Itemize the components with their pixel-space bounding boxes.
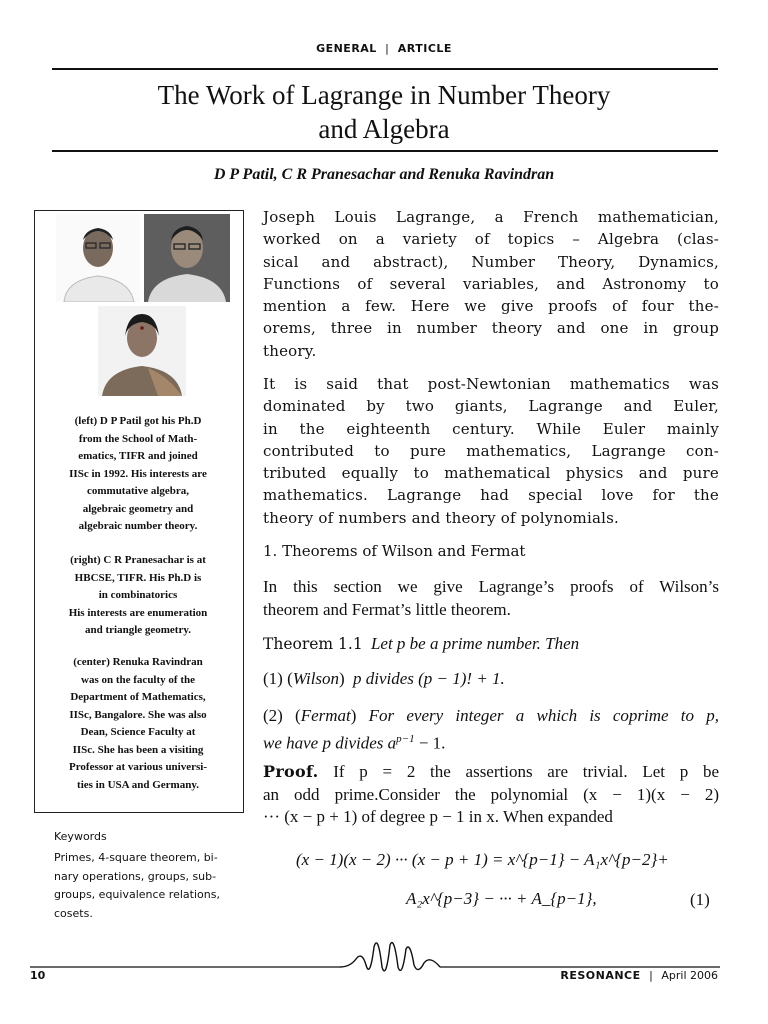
paragraph-line: It is said that post-Newtonian mathematics was [263,375,719,393]
item-text: we have p divides a [263,733,397,753]
bio-left-line: algebraic number theory. [78,520,198,532]
keywords-label: Keywords [54,830,107,843]
item-number: (2) [263,706,283,725]
bio-left-line: IISc in 1992. His interests are [69,467,207,480]
bio-right-line: HBCSE, TIFR. His Ph.D is [74,571,202,584]
keywords-list [54,849,246,923]
bio-right-line: (right) C R Pranesachar is at [70,554,206,566]
category-separator: | [385,42,390,55]
paragraph-line: theory. [263,341,317,360]
title-rule [52,150,718,152]
section-intro-paragraph [263,576,719,621]
theorem-label: Theorem 1.1 [263,635,363,653]
bio-center-line: IISc. She has been a visiting [72,743,204,756]
author-byline: D P Patil, C R Pranesachar and Renuka Ravindran [213,166,555,183]
bio-left-line: commutative algebra, [86,485,190,497]
paragraph-line: worked on a variety of topics – Algebra (clas- [263,230,719,249]
paragraph-line: Joseph Louis Lagrange, a French mathematician, [263,208,719,226]
keywords-line: cosets. [54,906,93,920]
bio-left-line: ematics, TIFR and joined [78,450,198,462]
title-line-2: and Algebra [318,114,450,144]
paragraph-line: theorem and Fermat’s little theorem. [263,599,511,619]
proof-paragraph [263,761,719,829]
author-photo-center [98,306,186,396]
item-number: (1) [263,669,283,688]
proof-line: ··· (x − p + 1) of degree p − 1 in x. When expanded [263,807,613,826]
bio-center-line: Dean, Science Faculty at [80,726,196,738]
header-rule [52,68,718,70]
bio-right-line: in combinatorics [98,589,178,601]
equation-number: (1) [690,890,710,909]
theorem-text: Let p be a prime number. Then [370,634,580,653]
bio-right-line: His interests are enumeration [68,606,208,619]
paragraph-line: theory of numbers and theory of polynomials. [263,508,619,527]
bio-left-line: (left) D P Patil got his Ph.D [74,415,202,427]
bio-center-line: Professor at various universi- [69,761,207,773]
bio-center-line: (center) Renuka Ravindran [73,656,203,668]
item-name: Fermat [300,706,351,725]
item-text: p divides (p − 1)! + 1. [352,669,505,688]
bio-center-line: was on the faculty of the [81,673,195,686]
paragraph-line: tributed equally to mathematical physics and pure [263,464,719,483]
journal-separator: | [649,969,653,982]
paragraph-line: dominated by two giants, Lagrange and Euler, [263,397,719,416]
item-text: − 1. [414,733,446,753]
category-label: GENERAL [316,42,377,55]
history-paragraph [263,373,719,529]
proof-line: If p = 2 the assertions are trivial. Let p be [333,762,720,781]
issue-date: April 2006 [661,969,718,982]
item-text: For every integer a which is coprime to p, [368,706,719,725]
bio-center-line: ties in USA and Germany. [77,778,199,791]
paragraph-line: mention a few. Here we give proofs of four the- [263,297,719,316]
paragraph-line: contributed to pure mathematics, Lagrange con- [263,441,719,460]
title-line-1: The Work of Lagrange in Number Theory [157,80,611,110]
author-photo-left [56,214,140,302]
journal-info [560,969,718,982]
keywords-line: Primes, 4-square theorem, bi- [54,851,218,864]
theorem-statement [263,633,719,656]
bio-center [52,654,224,794]
keywords-line: nary operations, groups, sub- [54,869,217,883]
equation-line-1: (x − 1)(x − 2) ··· (x − p + 1) = x^{p−1} − A₁x^{p−2}+ [296,850,669,869]
article-title [60,78,708,146]
bio-center-line: Department of Mathematics, [70,691,206,703]
paragraph-line: In this section we give Lagrange’s proofs of Wilson’s [263,577,719,596]
bio-left-line: algebraic geometry and [82,502,194,515]
proof-label: Proof. [263,762,319,781]
equation-line-2: A₂x^{p−3} − ··· + A_{p−1}, [406,889,597,908]
page-number: 10 [30,969,46,982]
bio-right-line: and triangle geometry. [84,624,191,636]
section-heading: 1. Theorems of Wilson and Fermat [263,542,526,560]
proof-line: an odd prime.Consider the polynomial (x − 1)(x − 2) [263,784,719,804]
paragraph-line: Functions of several variables, and Astronomy to [263,274,719,293]
item-name: Wilson [292,669,340,688]
bio-right [52,552,224,640]
bio-center-line: IISc, Bangalore. She was also [69,708,207,721]
paragraph-line: orems, three in number theory and one in group [263,319,719,338]
author-photo-right [144,214,230,302]
paragraph-line: in the eighteenth century. While Euler mainly [263,419,719,438]
bio-left [52,413,224,536]
theorem-item-wilson: (1) (Wilson) p divides (p − 1)! + 1. [263,669,505,688]
paragraph-line: mathematics. Lagrange had special love for the [263,486,719,505]
paragraph-line: sical and abstract), Number Theory, Dynamics, [263,252,719,271]
journal-name: RESONANCE [560,969,641,982]
bio-left-line: from the School of Math- [78,432,198,445]
theorem-item-fermat: (2) (Fermat) For every integer a which is coprime to p, we have p divides $a^{p-1} - 1$. [263,706,719,753]
item-exponent: p−1 [396,732,415,745]
intro-paragraph [263,206,719,362]
keywords-line: groups, equivalence relations, [54,888,220,901]
article-category-header [0,42,768,55]
article-type-label: ARTICLE [397,42,452,55]
